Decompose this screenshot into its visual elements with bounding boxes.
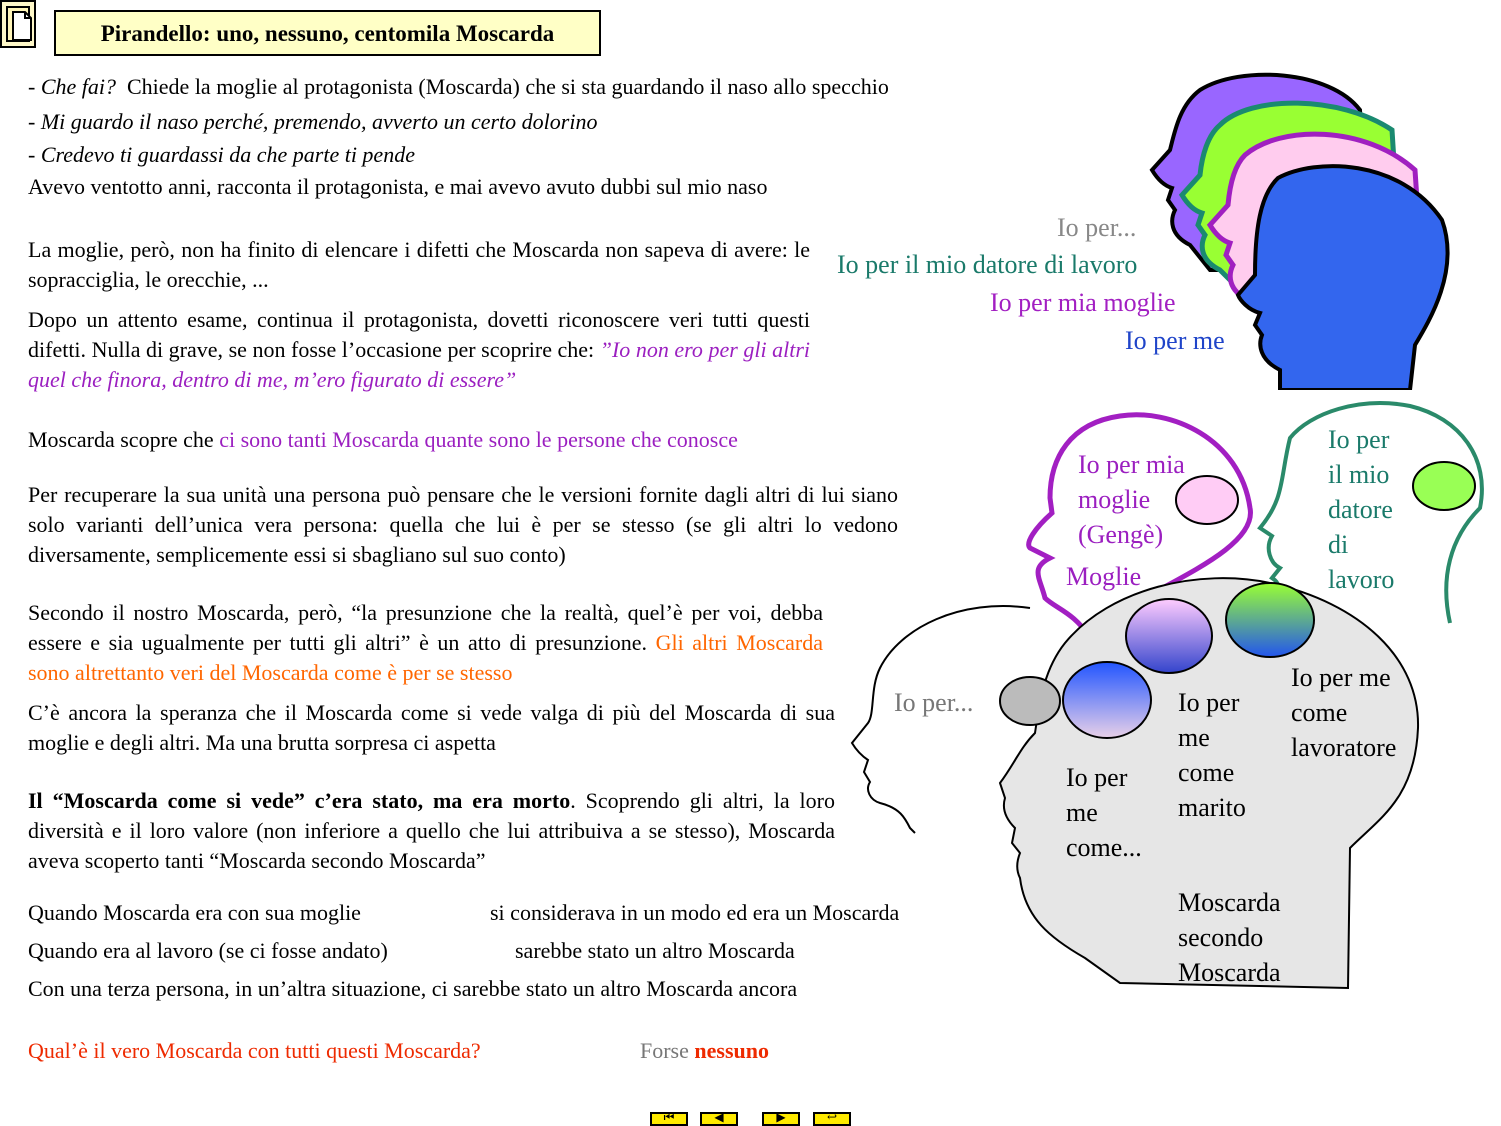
row2-left: Quando era al lavoro (se ci fosse andato)	[28, 938, 388, 963]
death-text: . Scoprendo gli altri, la loro diversità e il loro valore (non inferiore a quello che lui attribuiva a se stesso), Moscarda aveva scoperto tanti “Moscarda secondo Moscarda”	[28, 788, 835, 873]
document-icon[interactable]	[0, 0, 36, 48]
inner-2-line-2: me	[1178, 723, 1210, 752]
paragraph-unity: Per recuperare la sua unità una persona può pensare che le versioni fornite dagli altri di lui siano solo varianti dell’unica vera persona: quella che lui è per se stesso (se gli altri lo vedono diversamente, semplicemente essi si sbagliano sul suo conto)	[28, 482, 898, 567]
paragraph-discovery	[28, 425, 738, 455]
boss-line-2: il mio	[1328, 460, 1390, 489]
wife-head-text	[1078, 447, 1185, 552]
boss-line-3: datore	[1328, 495, 1393, 524]
top-label-0: Io per...	[1057, 213, 1137, 242]
nav-next-button[interactable]	[762, 1112, 800, 1126]
dialogue-line-3: - Credevo ti guardassi da che parte ti pende	[28, 142, 415, 167]
dialogue-question: - Che fai?	[28, 74, 116, 99]
answer-plain: Forse	[640, 1038, 695, 1063]
paragraph-hope: C’è ancora la speranza che il Moscarda come si vede valga di più del Moscarda di sua moglie e degli altri. Ma una brutta sorpresa ci aspetta	[28, 700, 835, 755]
boss-line-1: Io per	[1328, 425, 1390, 454]
wife-head-line-1: Io per mia	[1078, 450, 1185, 479]
final-answer	[640, 1036, 769, 1066]
dialogue-narration: Chiede la moglie al protagonista (Moscarda) che si sta guardando il naso allo specchio	[127, 74, 889, 99]
presumption-text: Secondo il nostro Moscarda, però, “la presunzione che la realtà, quel’è per voi, debba essere e sia ugualmente per tutti gli altri” è un atto di presunzione.	[28, 600, 823, 655]
other-head-text: Io per...	[894, 688, 974, 717]
top-label-2: Io per mia moglie	[990, 288, 1176, 317]
head-blue	[1238, 166, 1448, 390]
arrow-right-icon: ▶	[776, 1110, 786, 1124]
arrow-left-icon: ◀	[714, 1110, 724, 1124]
return-icon: ↩	[826, 1110, 838, 1124]
nav-return-button[interactable]	[813, 1112, 851, 1126]
inner-2-line-3: come	[1178, 758, 1235, 787]
boss-line-5: lavoro	[1328, 565, 1395, 594]
nav-prev-button[interactable]	[700, 1112, 738, 1126]
bubble-self-3	[1226, 583, 1314, 657]
dialogue-line-2: - Mi guardo il naso perché, premendo, avverto un certo dolorino	[28, 109, 598, 134]
inner-label-1	[1066, 760, 1142, 865]
answer-bold: nessuno	[694, 1038, 769, 1063]
inner-3-line-1: Io per me	[1291, 663, 1391, 692]
row1-left: Quando Moscarda era con sua moglie	[28, 900, 361, 925]
row2-right: sarebbe stato un altro Moscarda	[515, 938, 795, 963]
boss-line-4: di	[1328, 530, 1349, 559]
death-bold: Il “Moscarda come si vede” c’era stato, ma era morto	[28, 788, 571, 813]
wife-label: Moglie	[1066, 562, 1142, 591]
center-label	[1178, 885, 1281, 990]
bubble-wife	[1176, 476, 1238, 524]
bubble-boss	[1413, 462, 1475, 510]
exam-quote: ”Io non ero per gli altri quel che finora, dentro di me, m’ero figurato di essere”	[28, 337, 810, 392]
inner-1-line-2: me	[1066, 798, 1098, 827]
row1-right: si considerava in un modo ed era un Moscarda	[490, 900, 900, 925]
boss-head-text	[1328, 422, 1394, 597]
presumption-highlight: Gli altri Moscarda sono altrettanto veri del Moscarda come è per se stesso	[28, 630, 823, 685]
row3: Con una terza persona, in un’altra situazione, ci sarebbe stato un altro Moscarda ancora	[28, 976, 798, 1001]
top-label-3: Io per me	[1125, 326, 1225, 355]
wife-head-line-3: (Gengè)	[1078, 520, 1164, 549]
inner-label-3	[1291, 660, 1396, 765]
center-line-2: secondo	[1178, 923, 1264, 952]
paragraph-presumption	[28, 598, 823, 688]
paragraph-death	[28, 786, 835, 876]
wife-head-line-2: moglie	[1078, 485, 1151, 514]
dialogue-line-1	[28, 72, 889, 102]
nav-first-button[interactable]	[650, 1112, 688, 1126]
page-title: Pirandello: uno, nessuno, centomila Moscarda	[54, 10, 601, 56]
inner-2-line-4: marito	[1178, 793, 1246, 822]
center-line-3: Moscarda	[1178, 958, 1281, 987]
inner-2-line-1: Io per	[1178, 688, 1240, 717]
paragraph-age: Avevo ventotto anni, racconta il protagonista, e mai avevo avuto dubbi sul mio naso	[28, 174, 768, 199]
discovery-highlight: ci sono tanti Moscarda quante sono le persone che conosce	[219, 427, 738, 452]
paragraph-exam	[28, 305, 810, 395]
inner-3-line-3: lavoratore	[1291, 733, 1397, 762]
center-line-1: Moscarda	[1178, 888, 1281, 917]
discovery-text: Moscarda scopre che	[28, 427, 220, 452]
bubble-self-2	[1126, 599, 1212, 673]
skip-back-icon: ⏮	[663, 1110, 675, 1124]
inner-3-line-2: come	[1291, 698, 1348, 727]
exam-text: Dopo un attento esame, continua il protagonista, dovetti riconoscere veri tutti questi difetti. Nulla di grave, se non fosse l’occasione per scoprire che:	[28, 307, 810, 362]
inner-label-2	[1178, 685, 1246, 825]
final-question: Qual’è il vero Moscarda con tutti questi Moscarda?	[28, 1038, 481, 1063]
inner-1-line-1: Io per	[1066, 763, 1128, 792]
bubble-other	[1000, 677, 1060, 725]
bubble-self-1	[1063, 662, 1151, 738]
paragraph-wife: La moglie, però, non ha finito di elencare i difetti che Moscarda non sapeva di avere: le sopracciglia, le orecchie, ...	[28, 237, 810, 292]
inner-1-line-3: come...	[1066, 833, 1142, 862]
top-label-1: Io per il mio datore di lavoro	[837, 250, 1138, 279]
